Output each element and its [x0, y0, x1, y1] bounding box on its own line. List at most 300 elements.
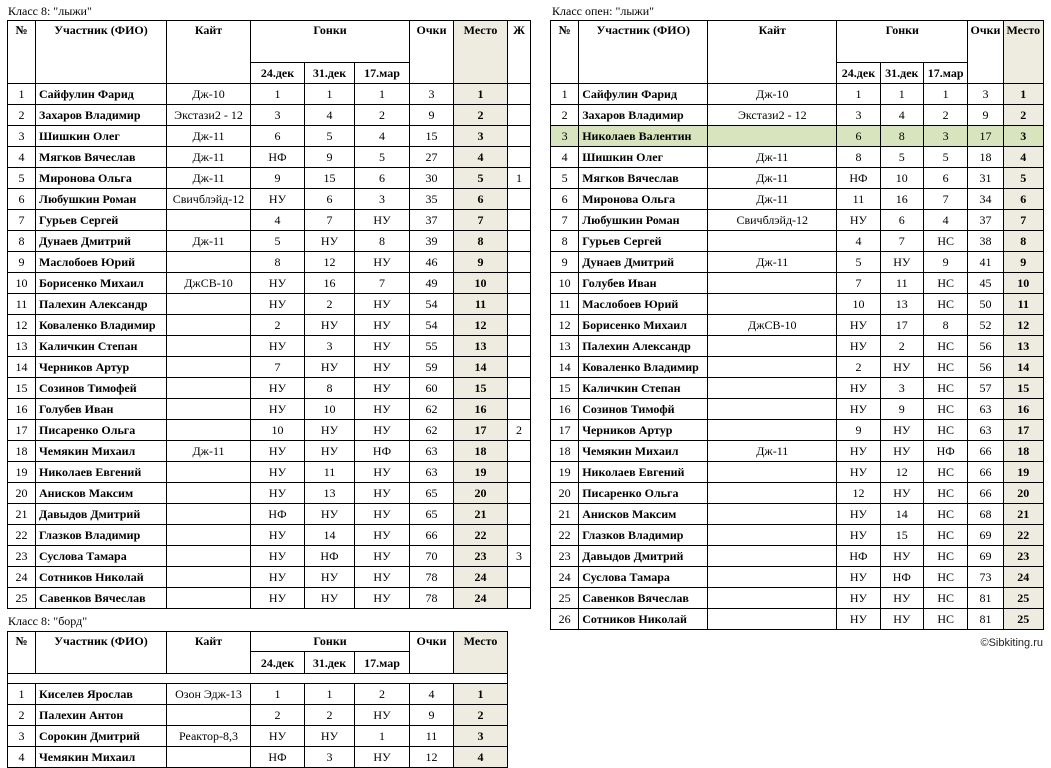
cell-kite: Дж-11: [708, 441, 837, 462]
col-points-header: Очки: [410, 21, 454, 84]
cell-race: НС: [923, 483, 967, 504]
cell-race: НУ: [355, 588, 410, 609]
cell-kite: [708, 378, 837, 399]
cell-race: НС: [923, 609, 967, 630]
cell-name: Николаев Евгений: [579, 462, 708, 483]
cell-place: 22: [454, 525, 508, 546]
cell-female: [508, 273, 531, 294]
cell-name: Сайфулин Фарид: [579, 84, 708, 105]
cell-race: НУ: [355, 357, 410, 378]
cell-name: Николаев Евгений: [36, 462, 167, 483]
cell-place: 17: [1003, 420, 1043, 441]
cell-female: 3: [508, 546, 531, 567]
cell-name: Каличкин Степан: [579, 378, 708, 399]
cell-place: 15: [454, 378, 508, 399]
col-points-header: Очки: [410, 632, 454, 674]
cell-race: НФ: [837, 546, 880, 567]
cell-race: НФ: [880, 567, 923, 588]
cell-race: 8: [355, 231, 410, 252]
cell-kite: [708, 231, 837, 252]
cell-name: Созинов Тимофй: [579, 399, 708, 420]
cell-name: Маслобоев Юрий: [36, 252, 167, 273]
cell-female: [508, 126, 531, 147]
table-row: [8, 705, 508, 726]
cell-place: 4: [454, 747, 508, 768]
cell-race: 7: [923, 189, 967, 210]
cell-place: 5: [454, 168, 508, 189]
cell-race: 13: [880, 294, 923, 315]
col-date-header: 31.дек: [880, 63, 923, 84]
cell-kite: Дж-11: [708, 147, 837, 168]
cell-points: 11: [410, 726, 454, 747]
cell-points: 38: [968, 231, 1003, 252]
cell-name: Любушкин Роман: [36, 189, 167, 210]
table-row: [551, 567, 1044, 588]
cell-race: НУ: [251, 336, 305, 357]
cell-race: НУ: [355, 567, 410, 588]
cell-race: НУ: [880, 441, 923, 462]
cell-points: 63: [410, 441, 454, 462]
cell-race: НУ: [355, 252, 410, 273]
cell-race: НУ: [251, 546, 305, 567]
cell-points: 9: [410, 705, 454, 726]
cell-place: 12: [1003, 315, 1043, 336]
cell-female: [508, 189, 531, 210]
col-place-header: Место: [454, 632, 508, 674]
cell-num: 16: [8, 399, 36, 420]
cell-points: 65: [410, 483, 454, 504]
cell-race: 4: [837, 231, 880, 252]
cell-place: 10: [1003, 273, 1043, 294]
col-races-header: Гонки: [251, 632, 410, 652]
cell-num: 21: [551, 504, 579, 525]
cell-race: 11: [305, 462, 355, 483]
cell-points: 69: [968, 525, 1003, 546]
cell-race: НУ: [305, 567, 355, 588]
table-row: [551, 462, 1044, 483]
cell-race: НУ: [251, 294, 305, 315]
table-row: [8, 399, 531, 420]
cell-name: Борисенко Михаил: [36, 273, 167, 294]
cell-race: НФ: [305, 546, 355, 567]
cell-race: НУ: [251, 525, 305, 546]
cell-num: 7: [551, 210, 579, 231]
cell-kite: [708, 273, 837, 294]
table-row: [8, 726, 508, 747]
cell-race: 9: [923, 252, 967, 273]
cell-num: 17: [551, 420, 579, 441]
col-date-header: 24.дек: [251, 652, 305, 674]
cell-num: 9: [8, 252, 36, 273]
cell-race: НУ: [355, 705, 410, 726]
cell-race: 2: [880, 336, 923, 357]
cell-name: Чемякин Михаил: [579, 441, 708, 462]
cell-kite: [708, 546, 837, 567]
cell-kite: [708, 462, 837, 483]
cell-race: НУ: [305, 231, 355, 252]
cell-race: 9: [305, 147, 355, 168]
cell-num: 12: [551, 315, 579, 336]
cell-points: 68: [968, 504, 1003, 525]
cell-num: 9: [551, 252, 579, 273]
cell-race: НУ: [880, 252, 923, 273]
cell-kite: [708, 357, 837, 378]
cell-num: 4: [8, 147, 36, 168]
cell-female: [508, 336, 531, 357]
class8-ski-caption: Класс 8: "лыжи": [8, 4, 92, 18]
table-row: [8, 231, 531, 252]
cell-num: 5: [551, 168, 579, 189]
cell-race: НФ: [837, 168, 880, 189]
cell-race: 1: [880, 84, 923, 105]
cell-kite: Реактор-8,3: [167, 726, 251, 747]
cell-points: 3: [410, 84, 454, 105]
cell-name: Савенков Вячеслав: [36, 588, 167, 609]
cell-kite: [708, 336, 837, 357]
cell-num: 20: [551, 483, 579, 504]
cell-kite: [708, 420, 837, 441]
cell-race: 10: [305, 399, 355, 420]
cell-place: 9: [454, 252, 508, 273]
cell-name: Голубев Иван: [579, 273, 708, 294]
cell-kite: Дж-11: [167, 231, 251, 252]
cell-race: НУ: [880, 546, 923, 567]
cell-race: НУ: [355, 378, 410, 399]
cell-kite: [167, 294, 251, 315]
cell-kite: Дж-11: [167, 168, 251, 189]
cell-race: 7: [837, 273, 880, 294]
cell-num: 8: [551, 231, 579, 252]
cell-place: 7: [1003, 210, 1043, 231]
cell-race: 1: [305, 684, 355, 705]
cell-name: Чемякин Михаил: [36, 747, 167, 768]
cell-race: 2: [251, 315, 305, 336]
cell-race: 2: [305, 294, 355, 315]
cell-race: НС: [923, 525, 967, 546]
cell-place: 2: [454, 705, 508, 726]
table-row: [8, 105, 531, 126]
cell-name: Палехин Александр: [36, 294, 167, 315]
cell-race: 2: [305, 705, 355, 726]
open-ski-caption: Класс опен: "лыжи": [552, 4, 655, 18]
cell-race: НФ: [251, 147, 305, 168]
cell-race: 5: [880, 147, 923, 168]
cell-race: 13: [305, 483, 355, 504]
cell-num: 14: [551, 357, 579, 378]
cell-points: 62: [410, 420, 454, 441]
cell-race: 1: [837, 84, 880, 105]
cell-female: [508, 504, 531, 525]
col-name-header: Участник (ФИО): [36, 632, 167, 674]
cell-kite: [167, 399, 251, 420]
cell-num: 4: [8, 747, 36, 768]
cell-num: 18: [8, 441, 36, 462]
cell-points: 49: [410, 273, 454, 294]
table-row: [551, 441, 1044, 462]
cell-race: 5: [837, 252, 880, 273]
cell-kite: Дж-11: [167, 441, 251, 462]
cell-name: Маслобоев Юрий: [579, 294, 708, 315]
cell-race: НУ: [305, 315, 355, 336]
cell-points: 39: [410, 231, 454, 252]
cell-race: 4: [880, 105, 923, 126]
cell-name: Борисенко Михаил: [579, 315, 708, 336]
cell-points: 45: [968, 273, 1003, 294]
table-row: [8, 684, 508, 705]
cell-race: НУ: [837, 378, 880, 399]
cell-race: НУ: [355, 336, 410, 357]
col-kite-header: Кайт: [167, 21, 251, 84]
cell-name: Анисков Максим: [579, 504, 708, 525]
cell-points: 81: [968, 588, 1003, 609]
cell-place: 23: [1003, 546, 1043, 567]
cell-points: 37: [410, 210, 454, 231]
cell-place: 9: [1003, 252, 1043, 273]
table-row: [551, 399, 1044, 420]
cell-points: 52: [968, 315, 1003, 336]
cell-place: 3: [454, 726, 508, 747]
cell-place: 3: [1003, 126, 1043, 147]
cell-race: 4: [923, 210, 967, 231]
cell-female: [508, 84, 531, 105]
cell-kite: Дж-11: [167, 147, 251, 168]
cell-points: 3: [968, 84, 1003, 105]
class8-board-table: [7, 631, 508, 768]
cell-points: 56: [968, 357, 1003, 378]
cell-num: 1: [551, 84, 579, 105]
cell-points: 12: [410, 747, 454, 768]
cell-race: 3: [251, 105, 305, 126]
cell-race: НУ: [251, 483, 305, 504]
cell-race: НУ: [355, 462, 410, 483]
cell-female: [508, 525, 531, 546]
cell-kite: Дж-10: [708, 84, 837, 105]
cell-kite: Дж-10: [167, 84, 251, 105]
cell-name: Шишкин Олег: [36, 126, 167, 147]
col-date-header: 24.дек: [251, 63, 305, 84]
cell-race: 2: [837, 357, 880, 378]
table-row: [551, 420, 1044, 441]
cell-name: Сорокин Дмитрий: [36, 726, 167, 747]
cell-name: Дунаев Дмитрий: [36, 231, 167, 252]
cell-female: [508, 462, 531, 483]
cell-num: 26: [551, 609, 579, 630]
cell-race: НУ: [837, 336, 880, 357]
cell-race: 5: [355, 147, 410, 168]
cell-name: Шишкин Олег: [579, 147, 708, 168]
cell-race: 1: [923, 84, 967, 105]
cell-race: 11: [837, 189, 880, 210]
cell-name: Глазков Владимир: [579, 525, 708, 546]
cell-race: 8: [923, 315, 967, 336]
table-row: [551, 546, 1044, 567]
cell-kite: [167, 462, 251, 483]
cell-race: НУ: [251, 726, 305, 747]
cell-points: 60: [410, 378, 454, 399]
cell-kite: Озон Эдж-13: [167, 684, 251, 705]
class8-ski-table: [7, 20, 531, 609]
cell-points: 81: [968, 609, 1003, 630]
cell-kite: [167, 525, 251, 546]
cell-race: НУ: [251, 378, 305, 399]
cell-num: 10: [8, 273, 36, 294]
cell-female: [508, 252, 531, 273]
col-place-header: Место: [1003, 21, 1043, 84]
cell-points: 78: [410, 588, 454, 609]
cell-num: 10: [551, 273, 579, 294]
cell-race: НС: [923, 273, 967, 294]
cell-race: 11: [880, 273, 923, 294]
cell-points: 66: [410, 525, 454, 546]
cell-kite: Дж-11: [708, 168, 837, 189]
cell-female: 1: [508, 168, 531, 189]
cell-points: 56: [968, 336, 1003, 357]
cell-race: 6: [355, 168, 410, 189]
cell-place: 23: [454, 546, 508, 567]
table-row: [8, 336, 531, 357]
cell-name: Любушкин Роман: [579, 210, 708, 231]
cell-race: 2: [923, 105, 967, 126]
cell-name: Палехин Антон: [36, 705, 167, 726]
cell-name: Писаренко Ольга: [579, 483, 708, 504]
table-row: [8, 504, 531, 525]
cell-points: 50: [968, 294, 1003, 315]
cell-name: Чемякин Михаил: [36, 441, 167, 462]
cell-place: 4: [1003, 147, 1043, 168]
cell-race: НУ: [355, 525, 410, 546]
cell-num: 24: [551, 567, 579, 588]
table-row: [551, 588, 1044, 609]
cell-race: НС: [923, 231, 967, 252]
cell-name: Сайфулин Фарид: [36, 84, 167, 105]
table-row: [551, 231, 1044, 252]
table-row: [8, 252, 531, 273]
cell-name: Мягков Вячеслав: [36, 147, 167, 168]
cell-race: НУ: [837, 567, 880, 588]
cell-race: 6: [923, 168, 967, 189]
cell-kite: Дж-11: [167, 126, 251, 147]
cell-female: [508, 399, 531, 420]
cell-kite: [708, 525, 837, 546]
cell-kite: [167, 546, 251, 567]
table-row: [551, 525, 1044, 546]
cell-race: НУ: [355, 504, 410, 525]
cell-race: 2: [355, 105, 410, 126]
cell-kite: ДжСВ-10: [167, 273, 251, 294]
cell-place: 7: [454, 210, 508, 231]
cell-num: 1: [8, 84, 36, 105]
cell-race: 10: [251, 420, 305, 441]
cell-race: НУ: [355, 399, 410, 420]
cell-race: 6: [305, 189, 355, 210]
cell-kite: [708, 588, 837, 609]
cell-place: 6: [454, 189, 508, 210]
cell-place: 11: [454, 294, 508, 315]
cell-points: 41: [968, 252, 1003, 273]
cell-name: Савенков Вячеслав: [579, 588, 708, 609]
col-num-header: №: [551, 21, 579, 84]
col-kite-header: Кайт: [167, 632, 251, 674]
cell-race: НУ: [251, 399, 305, 420]
cell-kite: [167, 567, 251, 588]
cell-race: НУ: [251, 567, 305, 588]
cell-race: НУ: [355, 483, 410, 504]
table-row: [8, 315, 531, 336]
table-row: [8, 483, 531, 504]
cell-name: Черников Артур: [579, 420, 708, 441]
cell-race: НУ: [251, 189, 305, 210]
cell-race: 15: [305, 168, 355, 189]
cell-place: 21: [454, 504, 508, 525]
cell-name: Созинов Тимофей: [36, 378, 167, 399]
table-row: [8, 210, 531, 231]
cell-race: 12: [880, 462, 923, 483]
cell-kite: [167, 336, 251, 357]
table-row: [8, 441, 531, 462]
cell-kite: [167, 483, 251, 504]
table-row: [8, 567, 531, 588]
table-row: [551, 357, 1044, 378]
cell-race: НС: [923, 399, 967, 420]
cell-race: 7: [251, 357, 305, 378]
cell-race: НУ: [355, 420, 410, 441]
cell-race: НУ: [837, 399, 880, 420]
cell-name: Гурьев Сергей: [579, 231, 708, 252]
cell-kite: [167, 315, 251, 336]
cell-name: Черников Артур: [36, 357, 167, 378]
cell-female: [508, 105, 531, 126]
cell-num: 12: [8, 315, 36, 336]
cell-place: 14: [454, 357, 508, 378]
cell-race: НС: [923, 357, 967, 378]
col-name-header: Участник (ФИО): [579, 21, 708, 84]
cell-race: НУ: [305, 726, 355, 747]
cell-points: 66: [968, 483, 1003, 504]
cell-race: НС: [923, 567, 967, 588]
cell-race: 8: [251, 252, 305, 273]
cell-place: 8: [454, 231, 508, 252]
cell-place: 16: [1003, 399, 1043, 420]
cell-race: НУ: [880, 609, 923, 630]
col-points-header: Очки: [968, 21, 1003, 84]
cell-race: 3: [923, 126, 967, 147]
cell-race: 4: [251, 210, 305, 231]
cell-race: НУ: [837, 315, 880, 336]
cell-points: 4: [410, 684, 454, 705]
cell-place: 6: [1003, 189, 1043, 210]
cell-num: 8: [8, 231, 36, 252]
cell-points: 18: [968, 147, 1003, 168]
cell-place: 16: [454, 399, 508, 420]
cell-place: 13: [1003, 336, 1043, 357]
cell-name: Миронова Ольга: [36, 168, 167, 189]
cell-num: 21: [8, 504, 36, 525]
cell-kite: [167, 747, 251, 768]
cell-name: Миронова Ольга: [579, 189, 708, 210]
cell-race: НУ: [355, 315, 410, 336]
table-row: [8, 546, 531, 567]
cell-num: 23: [551, 546, 579, 567]
cell-place: 25: [1003, 588, 1043, 609]
cell-race: НУ: [305, 588, 355, 609]
col-races-header: Гонки: [251, 21, 410, 63]
cell-points: 55: [410, 336, 454, 357]
cell-race: НС: [923, 588, 967, 609]
cell-num: 20: [8, 483, 36, 504]
cell-race: 6: [837, 126, 880, 147]
cell-race: НС: [923, 462, 967, 483]
cell-num: 11: [551, 294, 579, 315]
